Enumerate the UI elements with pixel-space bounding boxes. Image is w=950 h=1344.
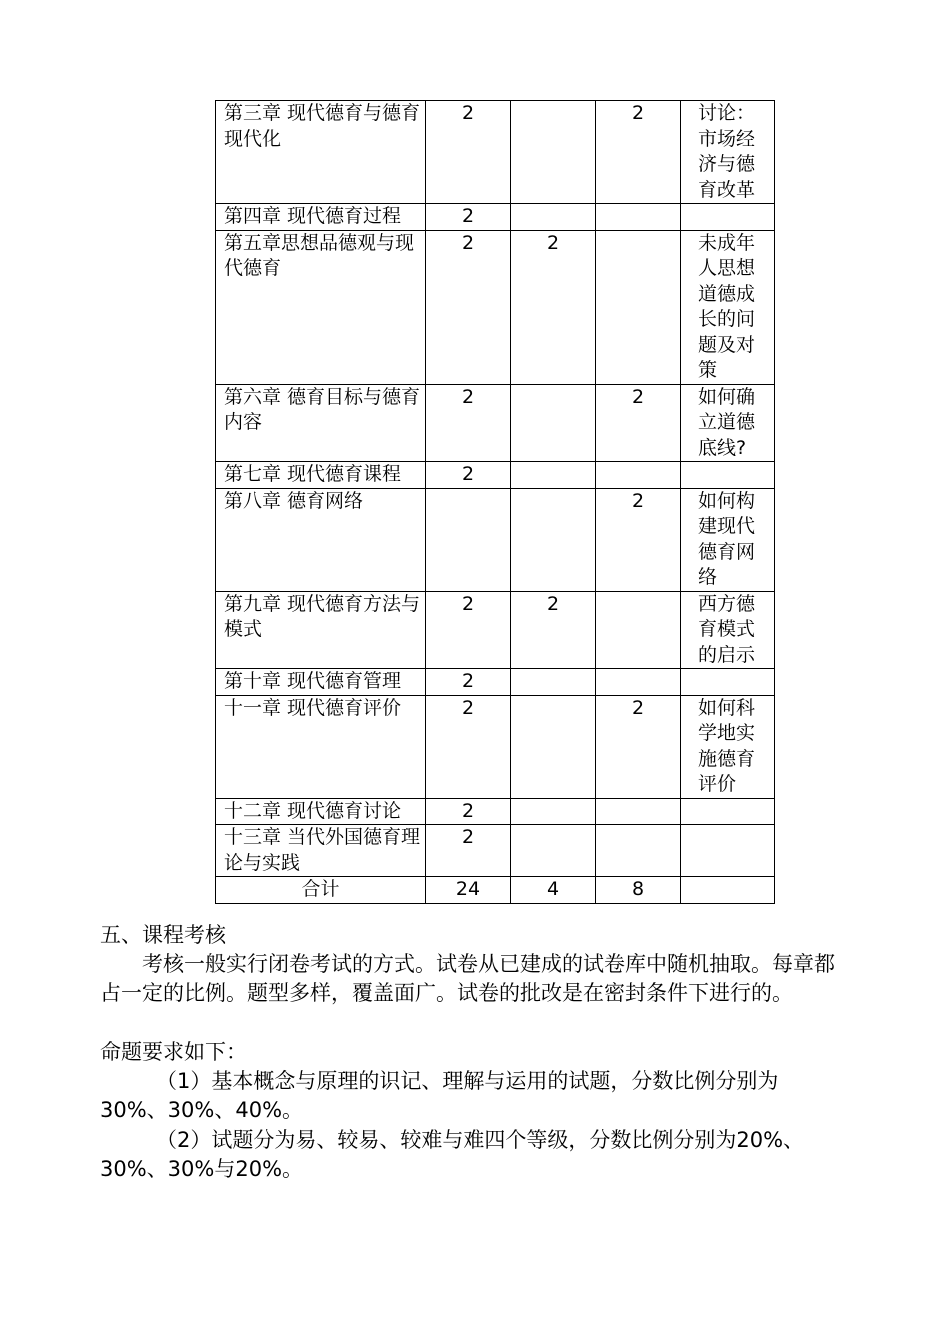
chapter-cell: 第八章 德育网络 xyxy=(216,488,426,591)
note-text: 未成年人思想道德成长的问题及对策 xyxy=(698,231,756,381)
note-cell xyxy=(681,101,775,204)
note-text: 如何科学地实施德育评价 xyxy=(698,696,756,795)
note-cell xyxy=(681,591,775,669)
table-row xyxy=(216,591,775,669)
hours-cell: 2 xyxy=(511,230,596,384)
hours-cell: 2 xyxy=(596,384,681,462)
note-cell xyxy=(681,798,775,825)
hours-cell: 2 xyxy=(426,384,511,462)
chapter-cell: 第九章 现代德育方法与模式 xyxy=(216,591,426,669)
note-cell xyxy=(681,462,775,489)
chapter-cell: 第五章思想品德观与现代德育 xyxy=(216,230,426,384)
hours-cell: 2 xyxy=(511,591,596,669)
hours-cell xyxy=(511,695,596,798)
hours-cell xyxy=(596,669,681,696)
hours-cell xyxy=(511,462,596,489)
hours-cell: 2 xyxy=(426,669,511,696)
hours-cell: 2 xyxy=(426,204,511,231)
total-cell: 24 xyxy=(426,877,511,904)
table-row xyxy=(216,798,775,825)
requirements-heading: 命题要求如下： xyxy=(100,1040,247,1064)
chapter-cell: 第七章 现代德育课程 xyxy=(216,462,426,489)
hours-cell xyxy=(596,230,681,384)
hours-cell xyxy=(596,825,681,877)
hours-cell: 2 xyxy=(426,798,511,825)
note-cell xyxy=(681,825,775,877)
hours-cell: 2 xyxy=(596,488,681,591)
chapter-cell: 第四章 现代德育过程 xyxy=(216,204,426,231)
total-cell: 4 xyxy=(511,877,596,904)
hours-cell: 2 xyxy=(426,591,511,669)
table-row xyxy=(216,825,775,877)
hours-cell: 2 xyxy=(596,695,681,798)
hours-cell xyxy=(511,204,596,231)
chapter-cell: 十三章 当代外国德育理论与实践 xyxy=(216,825,426,877)
hours-cell xyxy=(596,462,681,489)
note-text: 西方德育模式的启示 xyxy=(698,592,756,666)
note-cell xyxy=(681,384,775,462)
note-text: 如何确立道德底线? xyxy=(698,385,756,459)
hours-cell xyxy=(426,488,511,591)
hours-cell xyxy=(596,798,681,825)
note-text: 如何构建现代德育网络 xyxy=(698,489,756,588)
note-cell xyxy=(681,695,775,798)
table-row xyxy=(216,384,775,462)
requirement-item-2: （2）试题分为易、较易、较难与难四个等级，分数比例分别为20%、30%、30%与20%。 xyxy=(100,1128,805,1181)
hours-cell xyxy=(596,204,681,231)
table-row xyxy=(216,488,775,591)
section-heading: 五、课程考核 xyxy=(100,923,226,947)
note-cell xyxy=(681,669,775,696)
hours-cell: 2 xyxy=(426,230,511,384)
note-cell xyxy=(681,230,775,384)
hours-cell: 2 xyxy=(426,695,511,798)
table-row xyxy=(216,101,775,204)
hours-cell xyxy=(511,384,596,462)
table-row xyxy=(216,230,775,384)
table-row xyxy=(216,695,775,798)
chapter-cell: 第三章 现代德育与德育现代化 xyxy=(216,101,426,204)
note-cell xyxy=(681,877,775,904)
hours-cell: 2 xyxy=(426,462,511,489)
hours-cell xyxy=(596,591,681,669)
hours-cell xyxy=(511,825,596,877)
total-cell: 8 xyxy=(596,877,681,904)
chapter-cell: 十二章 现代德育讨论 xyxy=(216,798,426,825)
hours-cell xyxy=(511,488,596,591)
note-cell xyxy=(681,488,775,591)
requirement-item-1: （1）基本概念与原理的识记、理解与运用的试题，分数比例分别为30%、30%、40%。 xyxy=(100,1069,779,1122)
hours-cell xyxy=(511,669,596,696)
table-row xyxy=(216,462,775,489)
total-row xyxy=(216,877,775,904)
schedule-table xyxy=(215,100,775,904)
assessment-paragraph: 考核一般实行闭卷考试的方式。试卷从已建成的试卷库中随机抽取。每章都占一定的比例。题型多样，覆盖面广。试卷的批改是在密封条件下进行的。 xyxy=(100,952,835,1005)
hours-cell xyxy=(511,101,596,204)
total-label: 合计 xyxy=(216,877,426,904)
chapter-cell: 第十章 现代德育管理 xyxy=(216,669,426,696)
note-cell xyxy=(681,204,775,231)
table-row xyxy=(216,204,775,231)
table-row xyxy=(216,669,775,696)
hours-cell: 2 xyxy=(426,101,511,204)
hours-cell: 2 xyxy=(426,825,511,877)
note-text: 讨论：市场经济与德育改革 xyxy=(698,102,756,201)
hours-cell: 2 xyxy=(596,101,681,204)
hours-cell xyxy=(511,798,596,825)
chapter-cell: 第六章 德育目标与德育内容 xyxy=(216,384,426,462)
chapter-cell: 十一章 现代德育评价 xyxy=(216,695,426,798)
